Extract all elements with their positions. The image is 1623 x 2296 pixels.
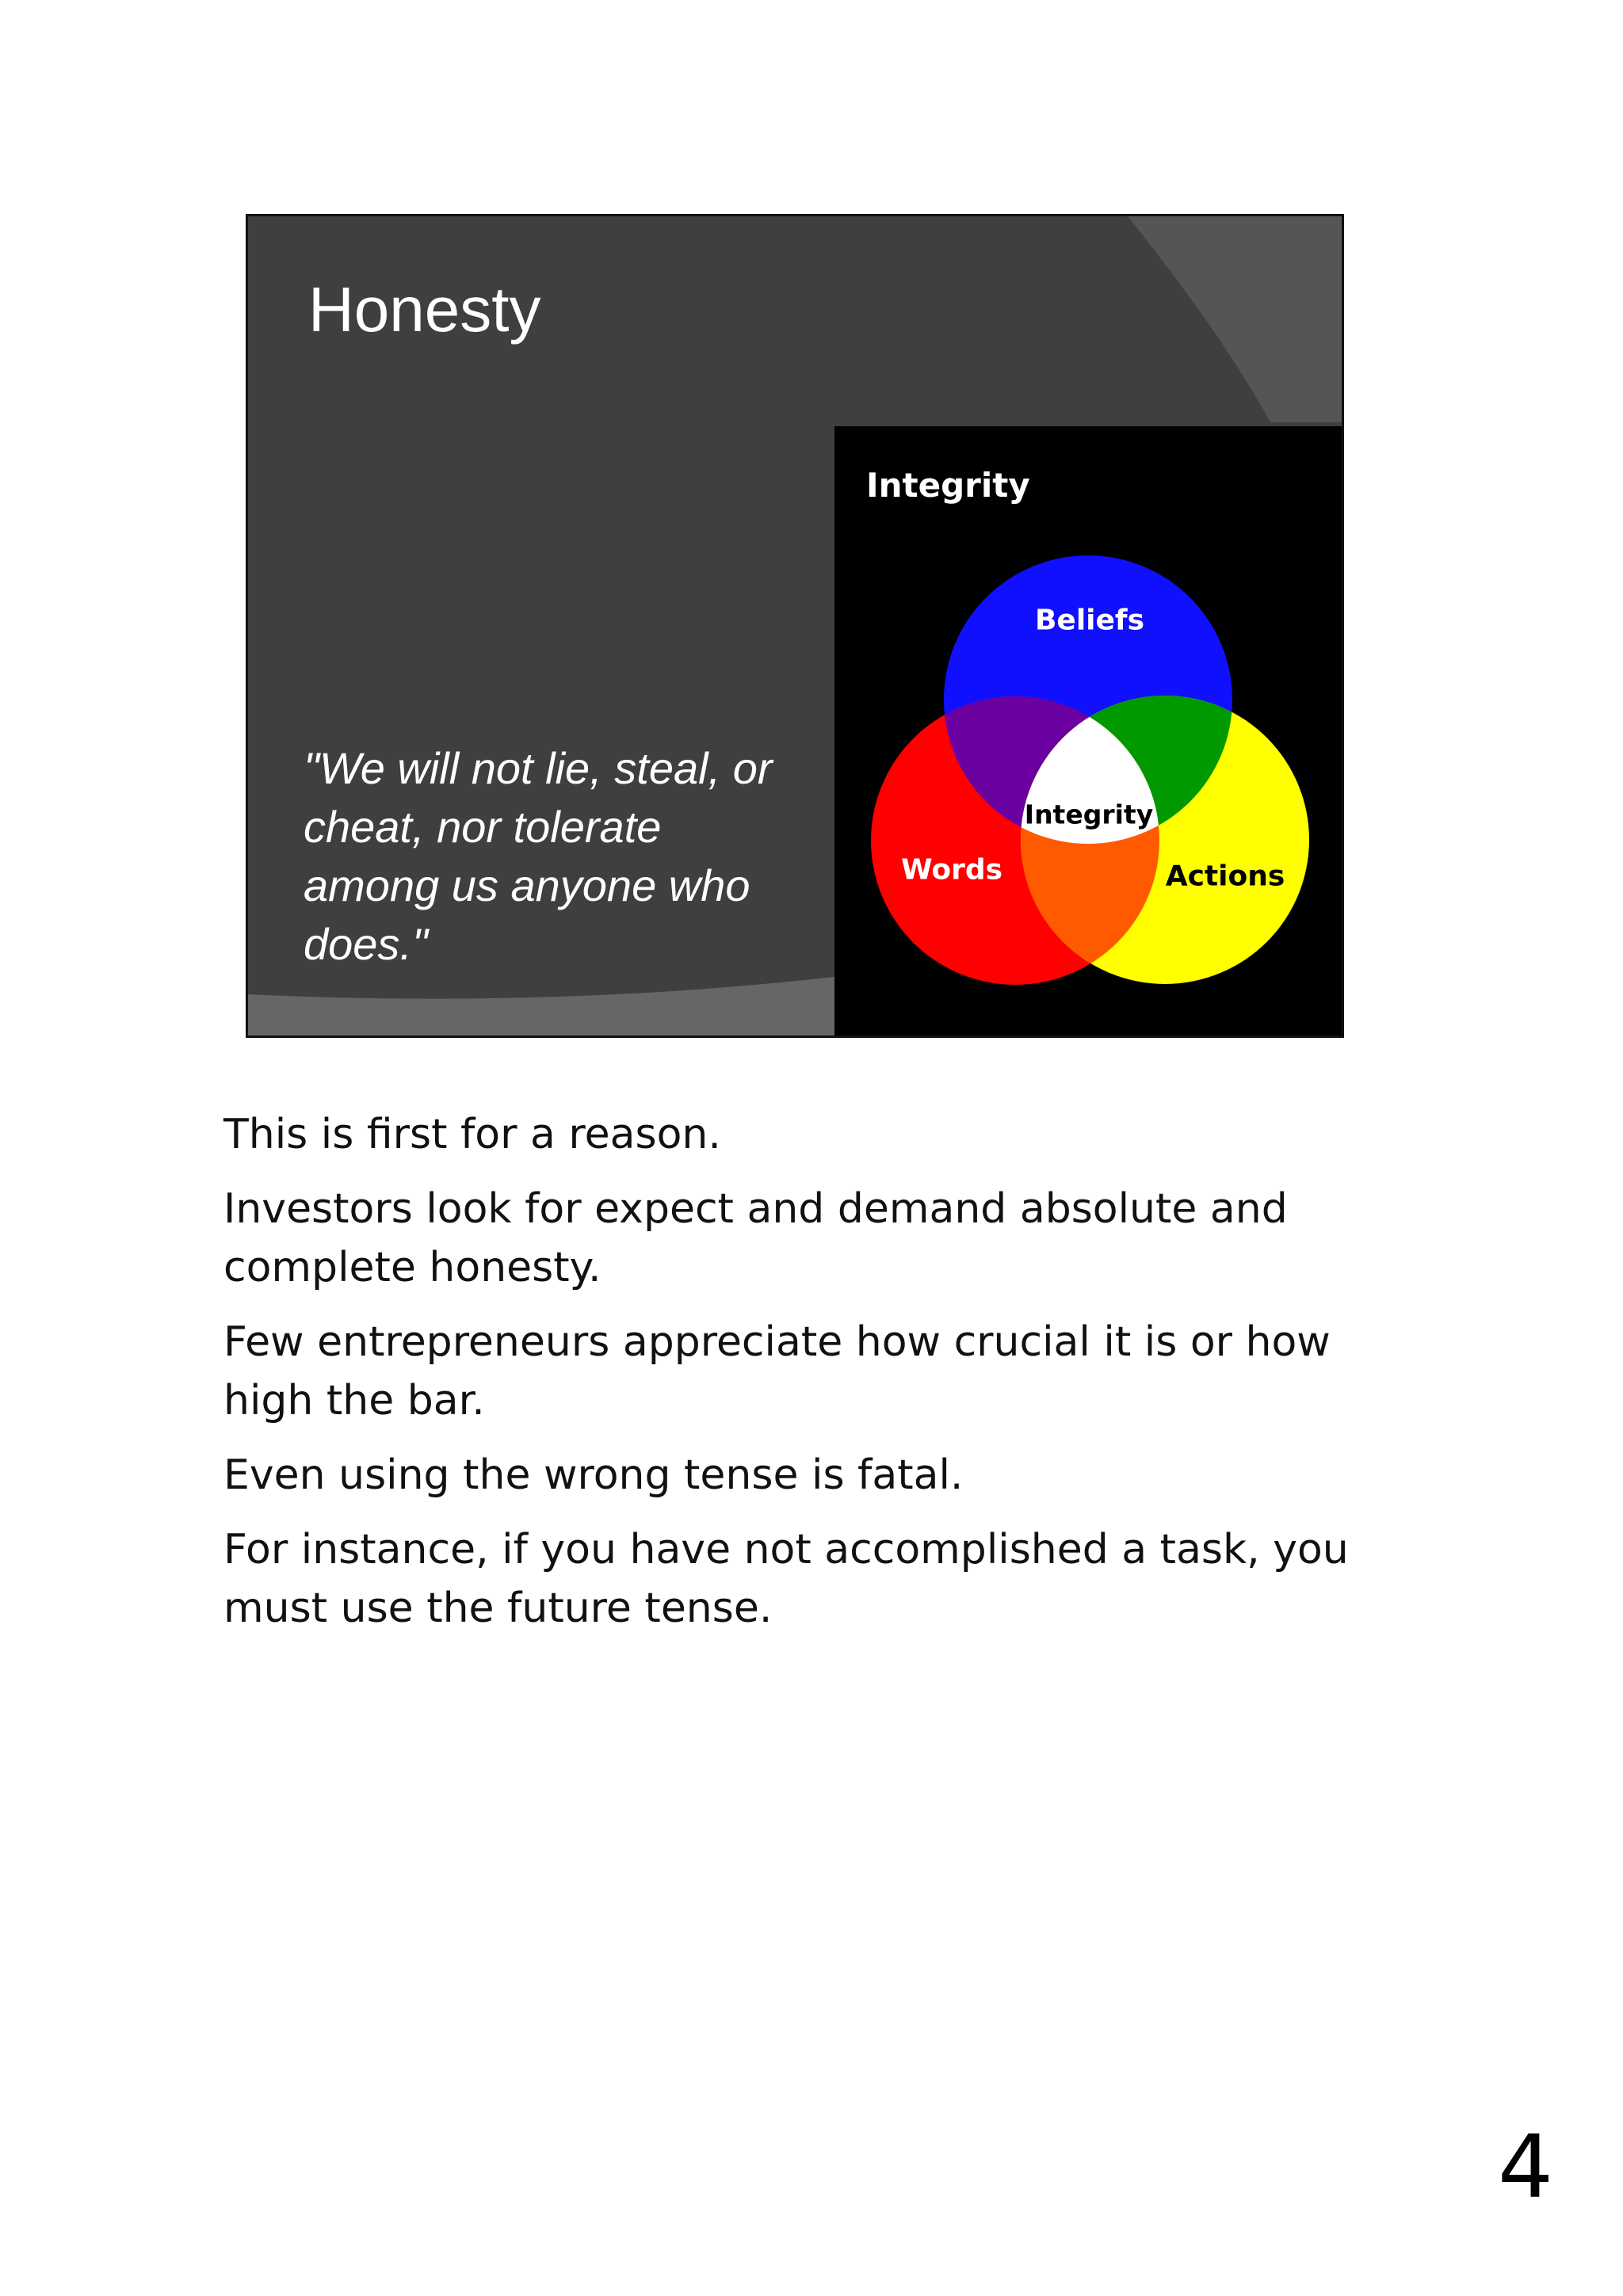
note-paragraph: This is first for a reason. [223, 1111, 721, 1158]
venn-label-actions: Actions [1165, 860, 1285, 893]
venn-diagram [834, 426, 1344, 1038]
slide-title: Honesty [308, 274, 541, 345]
venn-title: Integrity [866, 466, 1030, 505]
speaker-notes [223, 1105, 1428, 1653]
note-paragraph: Few entrepreneurs appreciate how crucial it is or how high the bar. [223, 1318, 1331, 1425]
venn-diagram-panel [834, 426, 1344, 1038]
slide-accent-arc [1128, 216, 1342, 422]
note-paragraph: Investors look for expect and demand absolute and complete honesty. [223, 1185, 1288, 1291]
note-paragraph: For instance, if you have not accomplished a task, you must use the future tense. [223, 1526, 1349, 1632]
venn-label-beliefs: Beliefs [1034, 604, 1145, 637]
slide-thumbnail [246, 214, 1344, 1038]
slide-bottom-band [248, 977, 834, 1035]
note-paragraph: Even using the wrong tense is fatal. [223, 1451, 964, 1499]
slide-quote: "We will not lie, steal, or cheat, nor tolerate among us anyone who does." [304, 743, 773, 969]
page-number: 4 [1498, 2116, 1553, 2218]
venn-label-words: Words [900, 853, 1003, 887]
venn-label-center: Integrity [1024, 799, 1154, 830]
